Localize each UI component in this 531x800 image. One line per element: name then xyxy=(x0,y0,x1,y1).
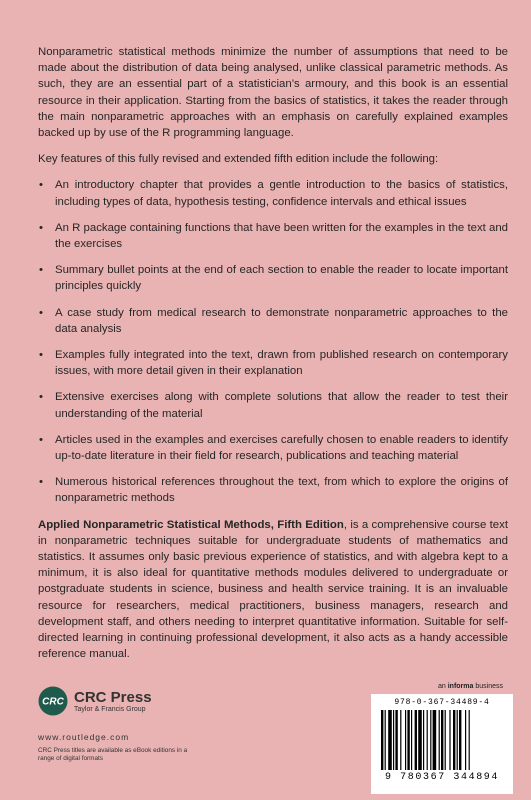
barcode-bar xyxy=(459,710,461,770)
barcode-bar xyxy=(407,710,409,770)
barcode-bar xyxy=(418,710,422,770)
barcode-bar xyxy=(400,710,401,770)
barcode-bar xyxy=(381,710,383,770)
barcode-bar xyxy=(385,710,386,770)
summary-paragraph xyxy=(38,517,508,663)
barcode-bars xyxy=(381,710,503,770)
feature-item: • An introductory chapter that provides a gentle introduction to the basics of statistics, including types of data, hypothesis testing, confidence intervals and ethical issues xyxy=(38,177,508,209)
publisher-website[interactable]: www.routledge.com xyxy=(38,732,130,742)
publisher-name: CRC Press xyxy=(74,689,152,706)
summary-text: , is a comprehensive course text in nonparametric techniques suitable for undergraduate students of mathematics and statistics. It assumes only basic previous experience of statistics, and with algebra kept to a minimum, it is also ideal for quantitative methods modules delivered to undergraduate or postgraduate students in science, business and health service training. It is an invaluable resource for researchers, medical practitioners, business managers, research and development staff, and others needing to interpret quantitative information. Suitable for self-directed learning in continuing professional development, it also acts as a handy accessible reference manual. xyxy=(38,518,508,661)
barcode-bar xyxy=(465,710,466,770)
features-intro: Key features of this fully revised and extended fifth edition include the following: xyxy=(38,153,439,166)
barcode-bar xyxy=(453,710,455,770)
publisher-logo xyxy=(38,686,228,716)
feature-item: • Summary bullet points at the end of each section to enable the reader to locate important principles quickly xyxy=(38,262,508,294)
barcode-bar xyxy=(395,710,397,770)
barcode-bar xyxy=(415,710,417,770)
publisher-group: Taylor & Francis Group xyxy=(74,706,146,713)
barcode-bar xyxy=(433,710,437,770)
barcode-bar xyxy=(469,710,470,770)
barcode-bar xyxy=(430,710,431,770)
informa-brand: informa xyxy=(447,683,474,690)
feature-item: • A case study from medical research to demonstrate nonparametric approaches to the data analysis xyxy=(38,305,508,337)
barcode-bar xyxy=(445,710,446,770)
feature-item: • Extensive exercises along with complete solutions that allow the reader to test their understanding of the material xyxy=(38,389,508,421)
barcode-bar xyxy=(393,710,394,770)
barcode-bar xyxy=(423,710,424,770)
publisher-block xyxy=(38,686,228,763)
feature-item: • An R package containing functions that have been written for the examples in the text and the exercises xyxy=(38,220,508,252)
feature-item: • Numerous historical references throughout the text, from which to explore the origins of nonparametric methods xyxy=(38,474,508,506)
crc-logo-icon xyxy=(38,686,68,716)
book-title: Applied Nonparametric Statistical Methods, Fifth Edition xyxy=(38,518,344,531)
back-cover-text xyxy=(38,44,508,673)
barcode-bar xyxy=(405,710,406,770)
feature-item: • Articles used in the examples and exercises carefully chosen to enable readers to identify up-to-date literature in their field for research, publications and teaching material xyxy=(38,432,508,464)
isbn-label: 978-0-367-34489-4 xyxy=(394,698,490,707)
logo-text: CRC xyxy=(42,696,64,708)
features-list xyxy=(38,177,508,506)
barcode-bar xyxy=(439,710,440,770)
barcode-bar xyxy=(411,710,412,770)
barcode-bar xyxy=(457,710,458,770)
barcode-bar xyxy=(427,710,428,770)
barcode-bar xyxy=(441,710,443,770)
barcode-bar xyxy=(449,710,450,770)
intro-paragraph: Nonparametric statistical methods minimize the number of assumptions that need to be made about the distribution of data being analysed, unlike classical parametric methods. As such, they are an essential part of a statistician’s armoury, and this book is an essential resource in their application. Starting from the basics of statistics, it takes the reader through the main nonparametric approaches with an emphasis on carefully explained examples backed up by use of the R programming language. xyxy=(38,46,508,140)
barcode-digits: 9 780367 344894 xyxy=(384,772,499,783)
feature-item: • Examples fully integrated into the text, drawn from published research on contemporary issues, with more detail given in their explanation xyxy=(38,347,508,379)
barcode xyxy=(371,694,513,794)
informa-tagline: an informa business xyxy=(438,683,503,690)
barcode-bar xyxy=(388,710,392,770)
ebook-note: CRC Press titles are available as eBook editions in a range of digital formats xyxy=(38,747,188,762)
